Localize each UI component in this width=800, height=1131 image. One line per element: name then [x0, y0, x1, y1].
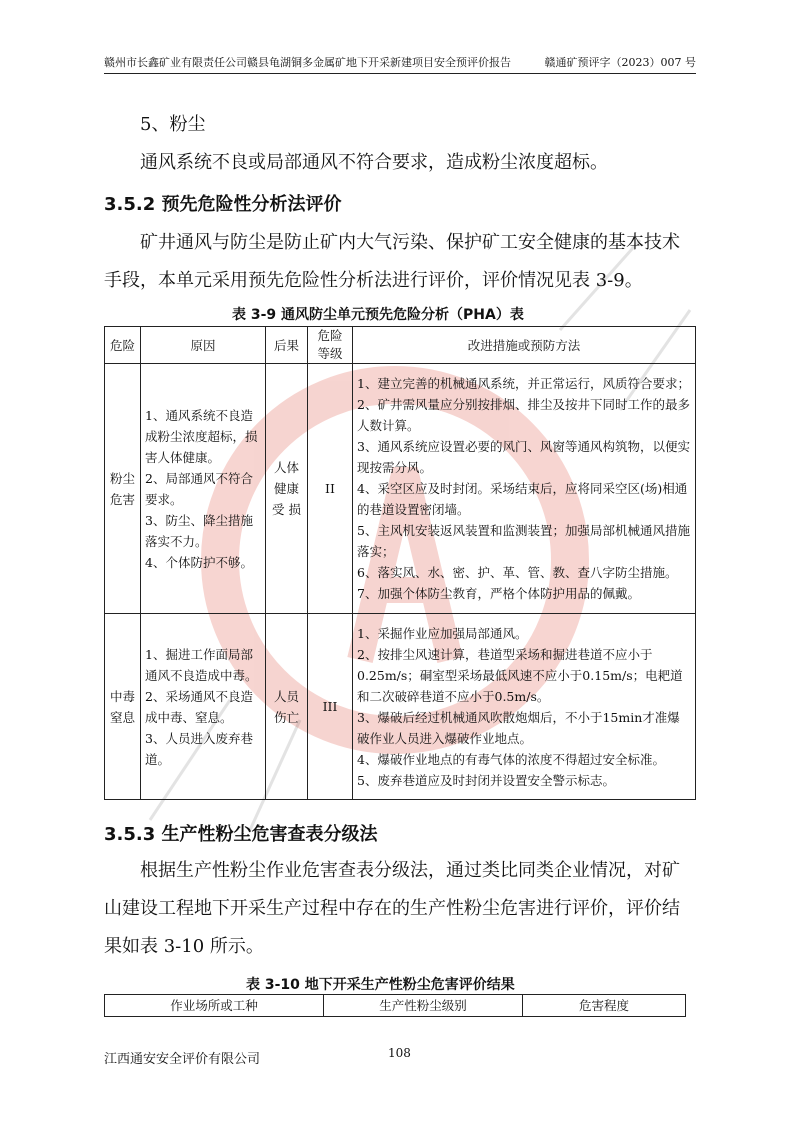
item5-text: 通风系统不良或局部通风不符合要求，造成粉尘浓度超标。	[140, 152, 608, 173]
para2-line1: 根据生产性粉尘作业危害查表分级法，通过类比同类企业情况，对矿	[140, 860, 680, 881]
cause-item: 2、采场通风不良造成中毒、窒息。	[145, 688, 253, 725]
measure-item: 1、采掘作业应加强局部通风。	[357, 625, 528, 641]
cause-item: 4、个体防护不够。	[145, 554, 253, 570]
cause-item: 3、人员进入废弃巷道。	[145, 730, 253, 767]
cause-item: 1、掘进工作面局部通风不良造成中毒。	[145, 646, 258, 683]
measure-item: 4、爆破作业地点的有毒气体的浓度不得超过安全标准。	[357, 751, 665, 767]
col-header-cause: 原因	[141, 327, 266, 364]
consequence-cell: 人体健康受 损	[266, 364, 308, 614]
hazard-cell: 粉尘危害	[105, 364, 141, 614]
page-number: 108	[388, 1046, 411, 1060]
measure-item: 2、矿井需风量应分别按排烟、排尘及按井下同时工作的最多人数计算。	[357, 397, 690, 433]
table-3-9-caption: 表 3-9 通风防尘单元预先危险分析（PHA）表	[232, 307, 524, 323]
col-header-measures: 改进措施或预防方法	[353, 327, 696, 364]
header-report-title: 赣州市长鑫矿业有限责任公司赣县龟湖铜多金属矿地下开采新建项目安全预评价报告	[104, 56, 511, 69]
measure-item: 3、通风系统应设置必要的风门、风窗等通风构筑物，以便实现按需分风。	[357, 439, 690, 475]
cause-item: 2、局部通风不符合要求。	[145, 470, 253, 507]
measure-item: 5、主风机安装返风装置和监测装置；加强局部机械通风措施落实；	[357, 523, 690, 559]
item5-title: 5、粉尘	[140, 114, 206, 135]
col-header-workplace: 作业场所或工种	[105, 995, 324, 1017]
measure-item: 1、建立完善的机械通风系统，并正常运行，风质符合要求；	[357, 376, 690, 391]
table-header-row	[105, 327, 696, 364]
para2-line3: 果如表 3-10 所示。	[104, 936, 264, 957]
cause-cell	[141, 364, 266, 614]
col-header-dust-level: 生产性粉尘级别	[324, 995, 523, 1017]
cause-item: 3、防尘、降尘措施落实不力。	[145, 512, 253, 549]
table-header-row	[105, 995, 686, 1017]
para1-line2: 手段，本单元采用预先危险性分析法进行评价，评价情况见表 3-9。	[104, 270, 643, 291]
table-3-10-caption: 表 3-10 地下开采生产性粉尘危害评价结果	[246, 977, 515, 993]
table-3-9	[104, 326, 696, 800]
consequence-cell: 人员伤亡	[266, 614, 308, 800]
col-header-hazard: 危险	[105, 327, 141, 364]
level-cell: II	[308, 364, 353, 614]
measures-cell	[353, 614, 696, 800]
header-rule	[104, 73, 696, 74]
col-header-hazard-degree: 危害程度	[523, 995, 686, 1017]
cause-item: 1、通风系统不良造成粉尘浓度超标，损害人体健康。	[145, 407, 258, 465]
measure-item: 7、加强个体防尘教育，严格个体防护用品的佩戴。	[357, 586, 640, 601]
table-row	[105, 614, 696, 800]
para1-line1: 矿井通风与防尘是防止矿内大气污染、保护矿工安全健康的基本技术	[140, 232, 680, 253]
measure-item: 2、按排尘风速计算，巷道型采场和掘进巷道不应小于0.25m/s；硐室型采场最低风速不应小于0.15m/s；电耙道和二次破碎巷道不应小于0.5m/s。	[357, 646, 683, 704]
col-header-consequence: 后果	[266, 327, 308, 364]
table-3-10	[104, 994, 686, 1017]
measure-item: 6、落实风、水、密、护、革、管、教、查八字防尘措施。	[357, 565, 678, 580]
cause-cell	[141, 614, 266, 800]
table-row	[105, 364, 696, 614]
level-cell: III	[308, 614, 353, 800]
col-header-level: 危险等级	[308, 327, 353, 364]
section-3-5-2-heading: 3.5.2 预先危险性分析法评价	[104, 194, 342, 215]
section-3-5-3-heading: 3.5.3 生产性粉尘危害查表分级法	[104, 824, 378, 845]
measures-cell	[353, 364, 696, 614]
header-report-number: 赣通矿预评字（2023）007 号	[544, 56, 696, 69]
footer-company: 江西通安安全评价有限公司	[104, 1052, 261, 1067]
para2-line2: 山建设工程地下开采生产过程中存在的生产性粉尘危害进行评价，评价结	[104, 898, 680, 919]
measure-item: 5、废弃巷道应及时封闭并设置安全警示标志。	[357, 772, 615, 788]
measure-item: 4、采空区应及时封闭。采场结束后，应将同采空区(场)相通的巷道设置密闭墙。	[357, 481, 688, 517]
hazard-cell: 中毒窒息	[105, 614, 141, 800]
measure-item: 3、爆破后经过机械通风吹散炮烟后，不小于15min才准爆破作业人员进入爆破作业地点。	[357, 709, 680, 746]
